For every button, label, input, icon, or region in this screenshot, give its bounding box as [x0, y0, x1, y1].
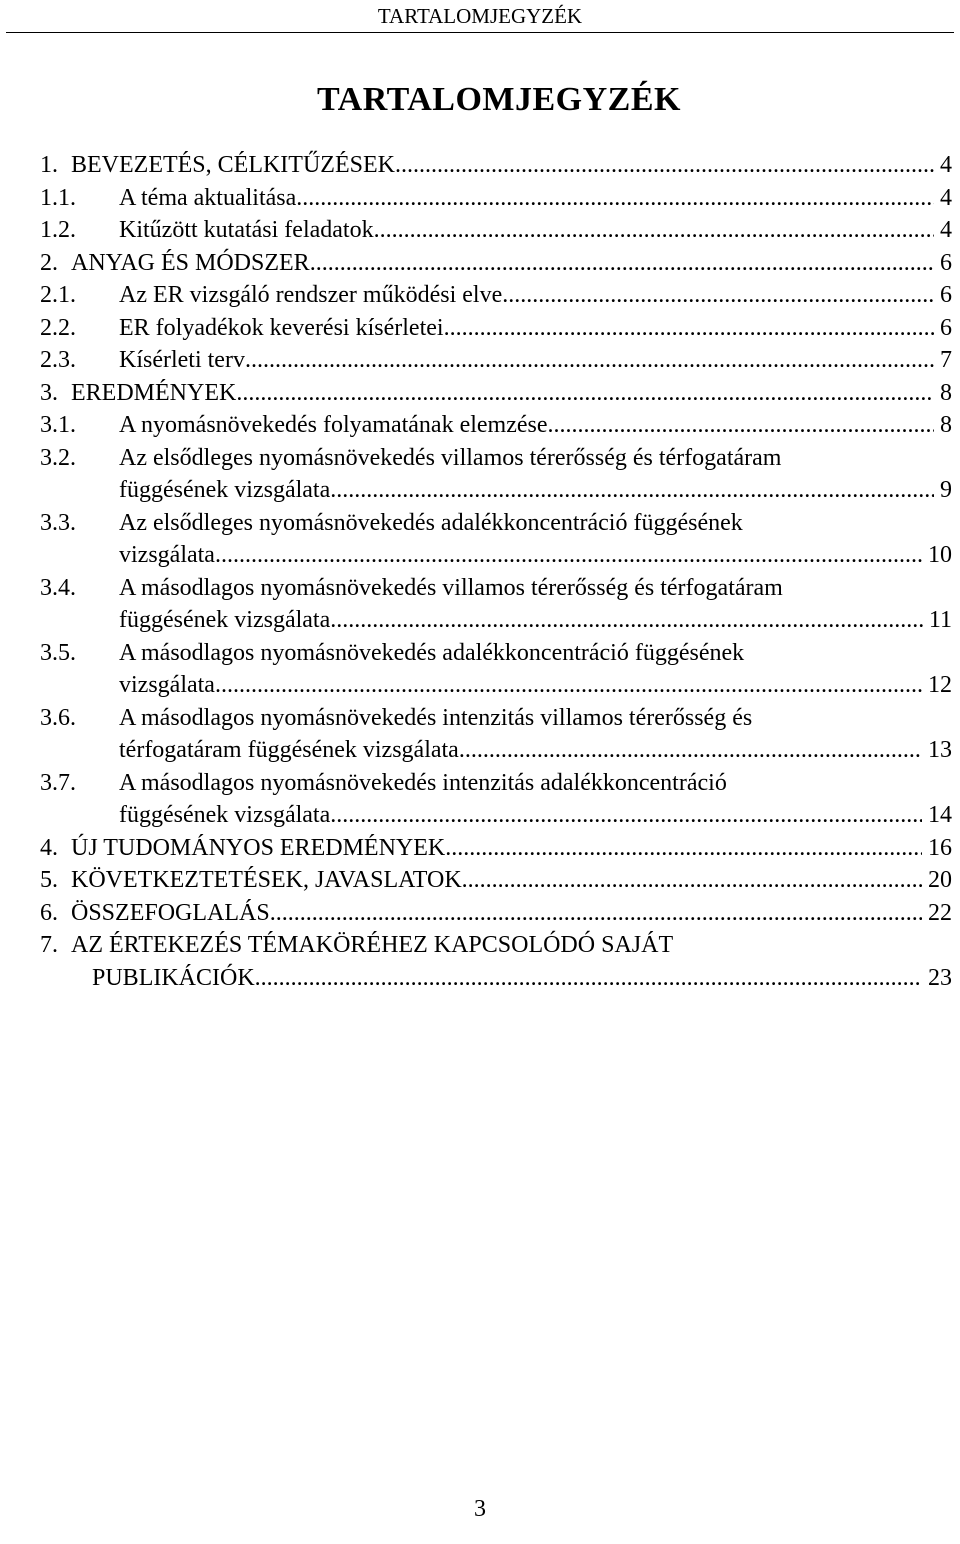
toc-entry-last-line: [119, 182, 952, 215]
toc-entry-page-number: 14: [928, 802, 952, 828]
toc-entry-title-line: Az ER vizsgáló rendszer működési elve: [119, 282, 503, 308]
toc-entry[interactable]: [0, 149, 960, 182]
header-rule: [6, 32, 954, 33]
toc-entry[interactable]: [0, 442, 960, 507]
toc-entry[interactable]: [0, 409, 960, 442]
toc-entry-page-number: 6: [940, 249, 952, 276]
toc-entry-page-number: 4: [940, 217, 952, 243]
dot-leader: [215, 539, 922, 572]
toc-entry-page-number: 20: [928, 867, 952, 893]
toc-entry[interactable]: [0, 247, 960, 280]
toc-entry-page-number: 22: [928, 899, 952, 926]
toc-entry-last-line: [71, 149, 952, 182]
toc-entry-page-number: 23: [928, 964, 952, 991]
dot-leader: [444, 312, 934, 345]
toc-entry[interactable]: [0, 214, 960, 247]
toc-entry[interactable]: [0, 279, 960, 312]
toc-entry-last-line: [119, 799, 952, 832]
toc-entry-page-number: 10: [928, 542, 952, 568]
toc-entry-title-line: PUBLIKÁCIÓK: [92, 964, 255, 991]
toc-entry-page-number: 4: [940, 184, 952, 211]
toc-entry-title-line: A másodlagos nyomásnövekedés adalékkoncentráció függésének: [119, 639, 745, 666]
toc-entry-last-line: [71, 247, 952, 280]
dot-leader: [310, 247, 934, 280]
toc-entry-number: 3.3.: [40, 509, 76, 536]
dot-leader: [395, 149, 934, 182]
toc-entry-title-line: függésének vizsgálata: [119, 607, 331, 633]
toc-entry-number: 2.1.: [40, 282, 76, 308]
toc-entry[interactable]: [0, 929, 960, 994]
toc-entry-title-line: KÖVETKEZTETÉSEK, JAVASLATOK: [71, 867, 462, 893]
toc-entry-page-number: 11: [928, 607, 952, 633]
toc-entry-title-line: Kitűzött kutatási feladatok: [119, 217, 374, 243]
toc-entry-number: 1.: [40, 152, 58, 178]
dot-leader: [462, 864, 922, 897]
toc-entry-page-number: 12: [928, 672, 952, 698]
toc-entry-title-line: ÖSSZEFOGLALÁS: [71, 899, 270, 926]
toc-entry-last-line: [119, 474, 952, 507]
dot-leader: [296, 182, 934, 215]
toc-title: TARTALOMJEGYZÉK: [317, 81, 681, 118]
toc-entry-title-line: A nyomásnövekedés folyamatának elemzése: [119, 412, 548, 438]
toc-entry-page-number: 8: [940, 379, 952, 406]
toc-entry[interactable]: [0, 864, 960, 897]
toc-entry[interactable]: [0, 767, 960, 832]
toc-entry-number: 1.2.: [40, 217, 76, 243]
toc-entry-page-number: 6: [940, 282, 952, 308]
dot-leader: [215, 669, 922, 702]
page-number: 3: [474, 1496, 486, 1522]
dot-leader: [330, 799, 922, 832]
toc-entry-page-number: 13: [928, 737, 952, 763]
toc-entry[interactable]: [0, 572, 960, 637]
toc-entry-title-line: EREDMÉNYEK: [71, 379, 237, 406]
toc-entry[interactable]: [0, 832, 960, 865]
toc-entry-number: 3.: [40, 379, 58, 406]
toc-entry-last-line: [119, 279, 952, 312]
toc-list: [0, 149, 960, 994]
toc-entry-number: 2.2.: [40, 314, 76, 341]
toc-entry-last-line: [119, 312, 952, 345]
dot-leader: [548, 409, 934, 442]
toc-entry-title-line: vizsgálata: [119, 672, 215, 698]
toc-entry-title-line: ANYAG ÉS MÓDSZER: [71, 249, 310, 276]
toc-entry-title-line: A téma aktualitása: [119, 184, 297, 211]
toc-entry-title-line: vizsgálata: [119, 542, 215, 568]
toc-entry-number: 6.: [40, 899, 58, 926]
toc-entry[interactable]: [0, 702, 960, 767]
toc-entry-number: 3.2.: [40, 444, 76, 471]
toc-entry-title-line: függésének vizsgálata: [119, 477, 331, 503]
toc-entry[interactable]: [0, 637, 960, 702]
toc-entry-last-line: [71, 832, 952, 865]
toc-entry-page-number: 4: [940, 152, 952, 178]
toc-entry-title-line: A másodlagos nyomásnövekedés intenzitás villamos térerősség és: [119, 704, 753, 731]
toc-entry-last-line: [119, 604, 952, 637]
dot-leader: [236, 377, 934, 410]
toc-entry[interactable]: [0, 897, 960, 930]
toc-entry-number: 4.: [40, 834, 58, 861]
toc-entry-page-number: 7: [940, 347, 952, 373]
toc-entry-last-line: [119, 214, 952, 247]
dot-leader: [330, 474, 934, 507]
toc-entry-number: 2.: [40, 249, 58, 276]
toc-entry-page-number: 9: [940, 477, 952, 503]
toc-entry-title-line: Kísérleti terv: [119, 347, 245, 373]
toc-entry-last-line: [71, 864, 952, 897]
toc-entry-last-line: [119, 734, 952, 767]
toc-entry[interactable]: [0, 312, 960, 345]
dot-leader: [245, 344, 934, 377]
toc-entry-number: 3.4.: [40, 574, 76, 601]
dot-leader: [374, 214, 934, 247]
toc-entry-number: 2.3.: [40, 347, 76, 373]
toc-entry-page-number: 16: [928, 834, 952, 861]
toc-entry[interactable]: [0, 507, 960, 572]
toc-entry-number: 3.6.: [40, 704, 76, 731]
toc-entry-title-line: A másodlagos nyomásnövekedés villamos térerősség és térfogatáram: [119, 574, 783, 601]
toc-entry-number: 3.7.: [40, 769, 76, 796]
toc-entry-title-line: térfogatáram függésének vizsgálata: [119, 737, 459, 763]
toc-entry-number: 3.1.: [40, 412, 76, 438]
toc-entry-title-line: függésének vizsgálata: [119, 802, 331, 828]
toc-entry-title-line: A másodlagos nyomásnövekedés intenzitás adalékkoncentráció: [119, 769, 727, 796]
toc-entry-title-line: Az elsődleges nyomásnövekedés villamos térerősség és térfogatáram: [119, 444, 782, 471]
toc-entry-number: 7.: [40, 932, 58, 958]
toc-entry-last-line: [119, 344, 952, 377]
toc-entry-page-number: 6: [940, 314, 952, 341]
dot-leader: [255, 962, 922, 995]
toc-entry-last-line: [119, 669, 952, 702]
toc-entry-last-line: [119, 409, 952, 442]
toc-entry-number: 5.: [40, 867, 58, 893]
toc-entry[interactable]: [0, 377, 960, 410]
toc-entry-last-line: [119, 539, 952, 572]
toc-entry-page-number: 8: [940, 412, 952, 438]
toc-entry-last-line: [71, 897, 952, 930]
toc-entry-title-line: Az elsődleges nyomásnövekedés adalékkoncentráció függésének: [119, 509, 743, 536]
toc-entry-title-line: BEVEZETÉS, CÉLKITŰZÉSEK: [71, 152, 395, 178]
toc-entry-number: 1.1.: [40, 184, 76, 211]
toc-entry-last-line: [71, 377, 952, 410]
dot-leader: [445, 832, 922, 865]
toc-entry-number: 3.5.: [40, 639, 76, 666]
dot-leader: [459, 734, 922, 767]
dot-leader: [330, 604, 923, 637]
running-header: TARTALOMJEGYZÉK: [377, 4, 583, 28]
toc-entry-last-line: [92, 962, 952, 995]
toc-entry[interactable]: [0, 182, 960, 215]
dot-leader: [270, 897, 922, 930]
toc-entry-title-line: AZ ÉRTEKEZÉS TÉMAKÖRÉHEZ KAPCSOLÓDÓ SAJÁT: [71, 932, 674, 958]
toc-entry-title-line: ER folyadékok keverési kísérletei: [119, 314, 444, 341]
dot-leader: [502, 279, 934, 312]
toc-entry[interactable]: [0, 344, 960, 377]
toc-entry-title-line: ÚJ TUDOMÁNYOS EREDMÉNYEK: [71, 834, 446, 861]
